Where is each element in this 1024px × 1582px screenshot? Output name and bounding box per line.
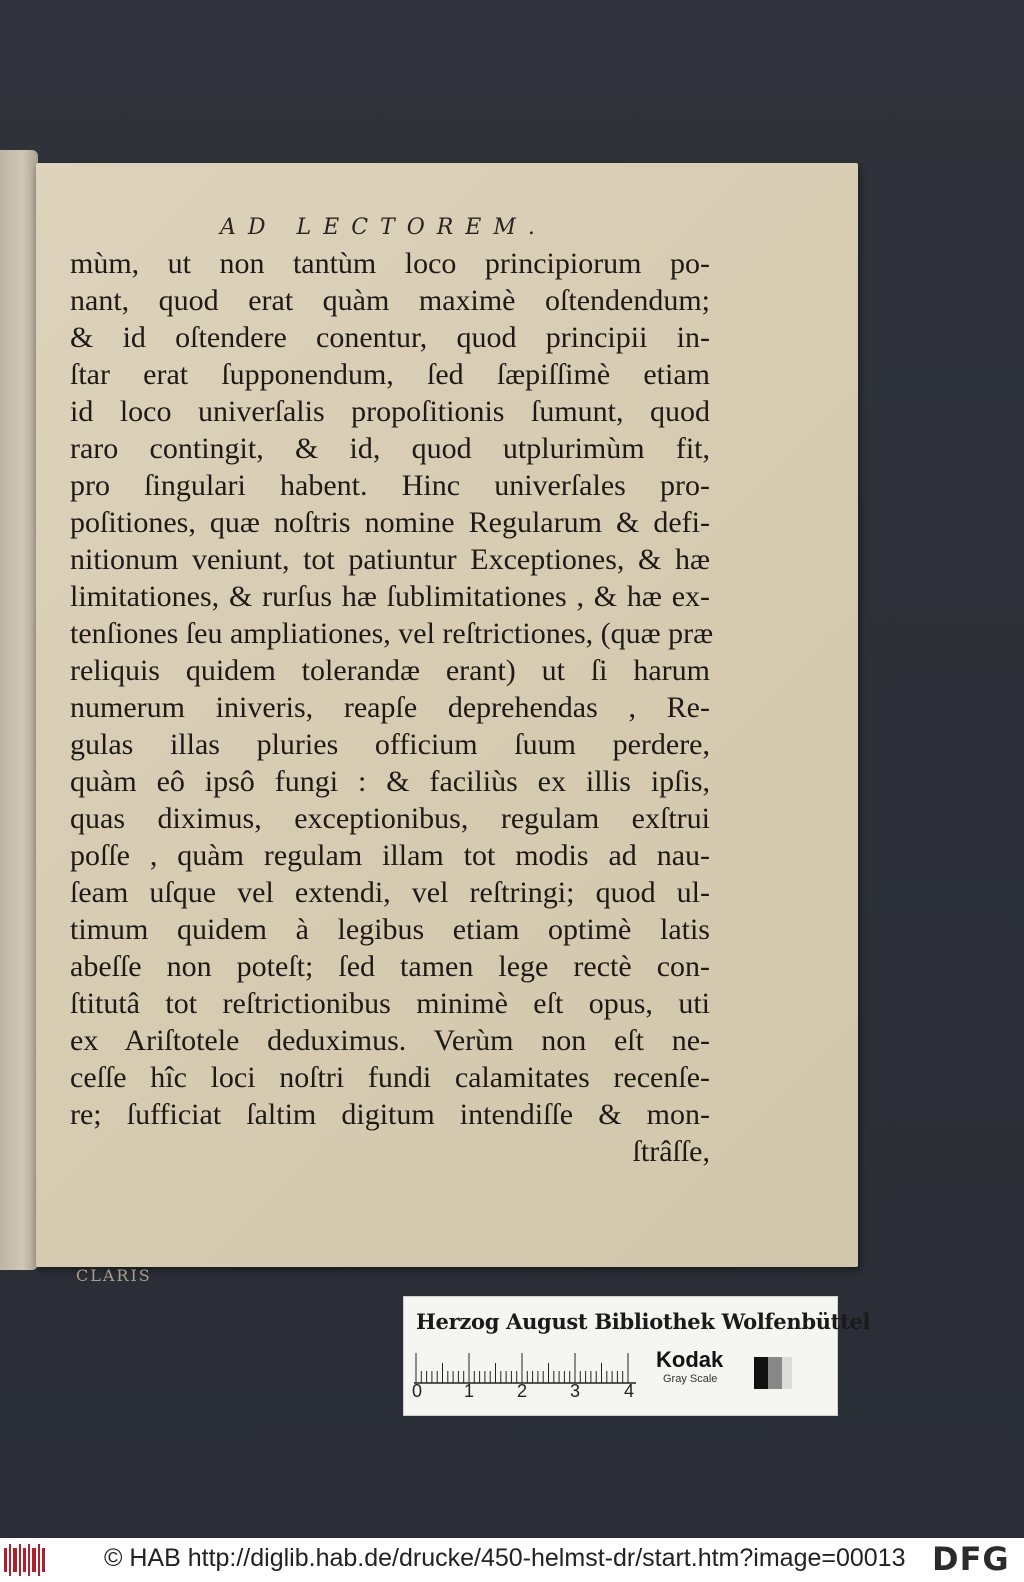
text-line: id loco univerſalis propoſitionis ſumunt, quod xyxy=(70,395,710,428)
faint-catchword: CLARIS xyxy=(76,1266,152,1285)
text-line: timum quidem à legibus etiam optimè latis xyxy=(70,913,710,946)
scale-ruler xyxy=(414,1349,636,1385)
text-line: poſſe , quàm regulam illam tot modis ad nau- xyxy=(70,839,710,872)
library-label-card xyxy=(403,1296,871,1416)
text-line: tenſiones ſeu ampliationes, vel reſtrictiones, (quæ præ xyxy=(70,617,714,650)
text-line: raro contingit, & id, quod utplurimùm fit, xyxy=(70,432,710,465)
source-url[interactable]: © HAB http://diglib.hab.de/drucke/450-helmst-dr/start.htm?image=00013 xyxy=(104,1544,906,1572)
text-line: pro ſingulari habent. Hinc univerſales pro- xyxy=(70,469,710,502)
text-block xyxy=(70,245,714,1170)
footer-bar xyxy=(0,1538,1024,1582)
dfg-logo: DFG xyxy=(932,1540,1010,1578)
text-line: ſtar erat ſupponendum, ſed ſæpiſſimè etiam xyxy=(70,358,710,391)
text-line: limitationes, & rurſus hæ ſublimitationes , & hæ ex- xyxy=(70,580,710,613)
ruler-number: 1 xyxy=(464,1381,475,1401)
kodak-logo: Kodak xyxy=(656,1347,724,1372)
text-line: & id oſtendere conentur, quod principii in- xyxy=(70,321,710,354)
text-line: ſtrâſſe, xyxy=(632,1135,710,1168)
running-head: AD LECTOREM. xyxy=(220,215,547,240)
ruler-number: 3 xyxy=(570,1381,581,1401)
book-page xyxy=(36,163,858,1267)
text-line: re; ſufficiat ſaltim digitum intendiſſe & mon- xyxy=(70,1098,710,1131)
ruler-numbers xyxy=(412,1381,652,1405)
ruler-number: 4 xyxy=(624,1381,635,1401)
text-line: quàm eô ipsô fungi : & faciliùs ex illis ipſis, xyxy=(70,765,710,798)
text-line: mùm, ut non tantùm loco principiorum po- xyxy=(70,247,710,280)
library-name: Herzog August Bibliothek Wolfenbüttel xyxy=(416,1309,871,1334)
text-line: nant, quod erat quàm maximè oſtendendum; xyxy=(70,284,710,317)
kodak-subtitle: Gray Scale xyxy=(663,1373,718,1385)
ruler-number: 0 xyxy=(412,1381,423,1401)
left-page-edge xyxy=(0,150,38,1270)
gray-scale-patch xyxy=(744,1357,804,1389)
text-line: abeſſe non poteſt; ſed tamen lege rectè con- xyxy=(70,950,710,983)
text-line: reliquis quidem tolerandæ erant) ut ſi harum xyxy=(70,654,710,687)
text-line: ſeam uſque vel extendi, vel reſtringi; quod ul- xyxy=(70,876,710,909)
text-line: ceſſe hîc loci noſtri fundi calamitates recenſe- xyxy=(70,1061,710,1094)
text-line: poſitiones, quæ noſtris nomine Regularum & defi- xyxy=(70,506,710,539)
text-line: ſtitutâ tot reſtrictionibus minimè eſt opus, uti xyxy=(70,987,710,1020)
text-line: quas diximus, exceptionibus, regulam exſtrui xyxy=(70,802,710,835)
text-line: ex Ariſtotele deduximus. Verùm non eſt ne- xyxy=(70,1024,710,1057)
ruler-number: 2 xyxy=(517,1381,528,1401)
barcode-icon xyxy=(4,1544,48,1576)
text-line: numerum iniveris, reapſe deprehendas , Re- xyxy=(70,691,710,724)
text-line: nitionum veniunt, tot patiuntur Exceptiones, & hæ xyxy=(70,543,710,576)
text-line: gulas illas pluries officium ſuum perdere, xyxy=(70,728,710,761)
